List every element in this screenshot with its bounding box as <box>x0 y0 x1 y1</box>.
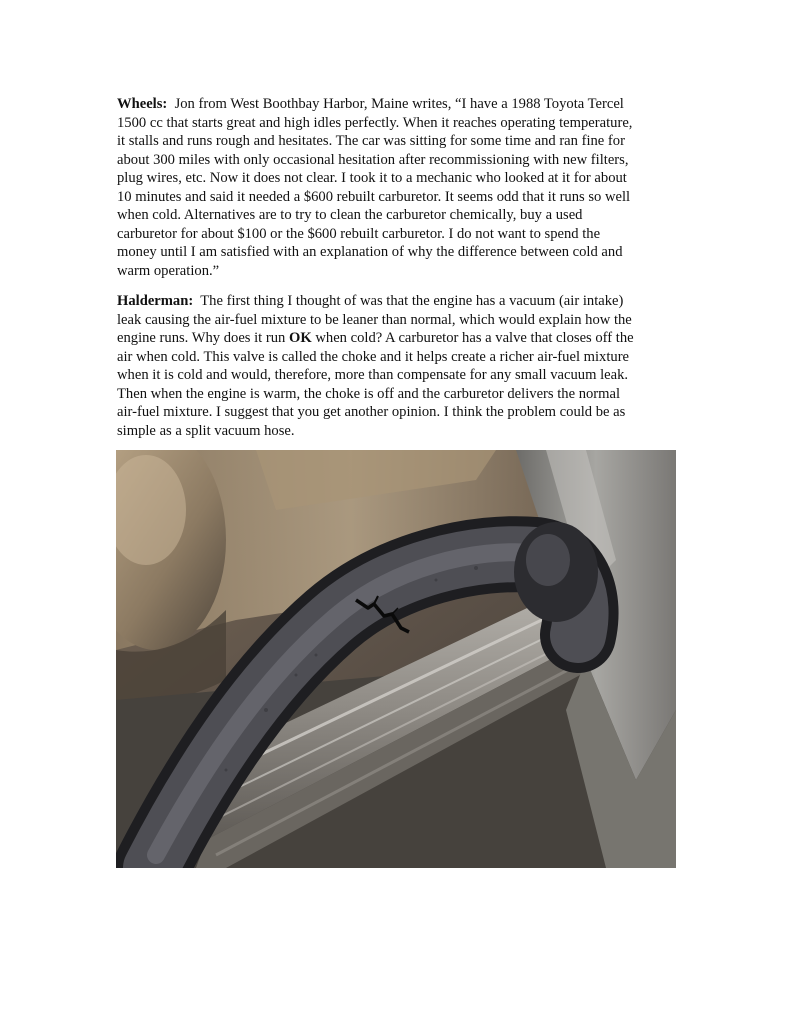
answer-line-3-text-after: when cold? A carburetor has a valve that closes off the <box>311 330 634 346</box>
question-line-5: plug wires, etc. Now it does not clear. I took it to a mechanic who looked at it for about <box>117 170 627 186</box>
question-line-7: when cold. Alternatives are to try to clean the carburetor chemically, buy a used <box>117 207 583 223</box>
answer-line-4: air when cold. This valve is called the choke and it helps create a richer air-fuel mixture <box>117 348 630 365</box>
question-speaker: Wheels: <box>117 96 168 112</box>
question-text-1: Jon from West Boothbay Harbor, Maine writes, “I have a 1988 Toyota Tercel <box>174 96 624 112</box>
answer-paragraph <box>117 292 682 440</box>
photo-illustration <box>116 450 676 868</box>
answer-line-1 <box>117 292 682 311</box>
question-paragraph <box>117 95 682 280</box>
question-line-10: warm operation.” <box>117 262 220 279</box>
answer-line-3-text-before: engine runs. Why does it run <box>117 330 289 346</box>
answer-line-7: air-fuel mixture. I suggest that you get another opinion. I think the problem could be as <box>117 404 626 420</box>
answer-speaker: Halderman: <box>117 293 194 309</box>
question-line-1 <box>117 95 682 114</box>
answer-emphasis-ok: OK <box>289 330 312 346</box>
answer-line-6: Then when the engine is warm, the choke is off and the carburetor delivers the normal <box>117 385 621 402</box>
answer-text-1: The first thing I thought of was that the engine has a vacuum (air intake) <box>200 293 624 309</box>
answer-line-8: simple as a split vacuum hose. <box>117 422 295 439</box>
answer-line-3 <box>117 329 682 348</box>
question-line-3: it stalls and runs rough and hesitates. The car was sitting for some time and ran fine for <box>117 133 625 149</box>
answer-line-2: leak causing the air-fuel mixture to be leaner than normal, which would explain how the <box>117 311 632 328</box>
question-line-9: money until I am satisfied with an explanation of why the difference between cold and <box>117 244 623 260</box>
answer-line-5: when it is cold and would, therefore, more than compensate for any small vacuum leak. <box>117 367 629 383</box>
cracked-vacuum-hose-photo <box>116 450 676 868</box>
question-line-6: 10 minutes and said it needed a $600 rebuilt carburetor. It seems odd that it runs so well <box>117 188 631 205</box>
question-line-4: about 300 miles with only occasional hesitation after recommissioning with new filters, <box>117 151 629 168</box>
question-line-8: carburetor for about $100 or the $600 rebuilt carburetor. I do not want to spend the <box>117 225 601 242</box>
question-line-2: 1500 cc that starts great and high idles perfectly. When it reaches operating temperature, <box>117 114 633 131</box>
